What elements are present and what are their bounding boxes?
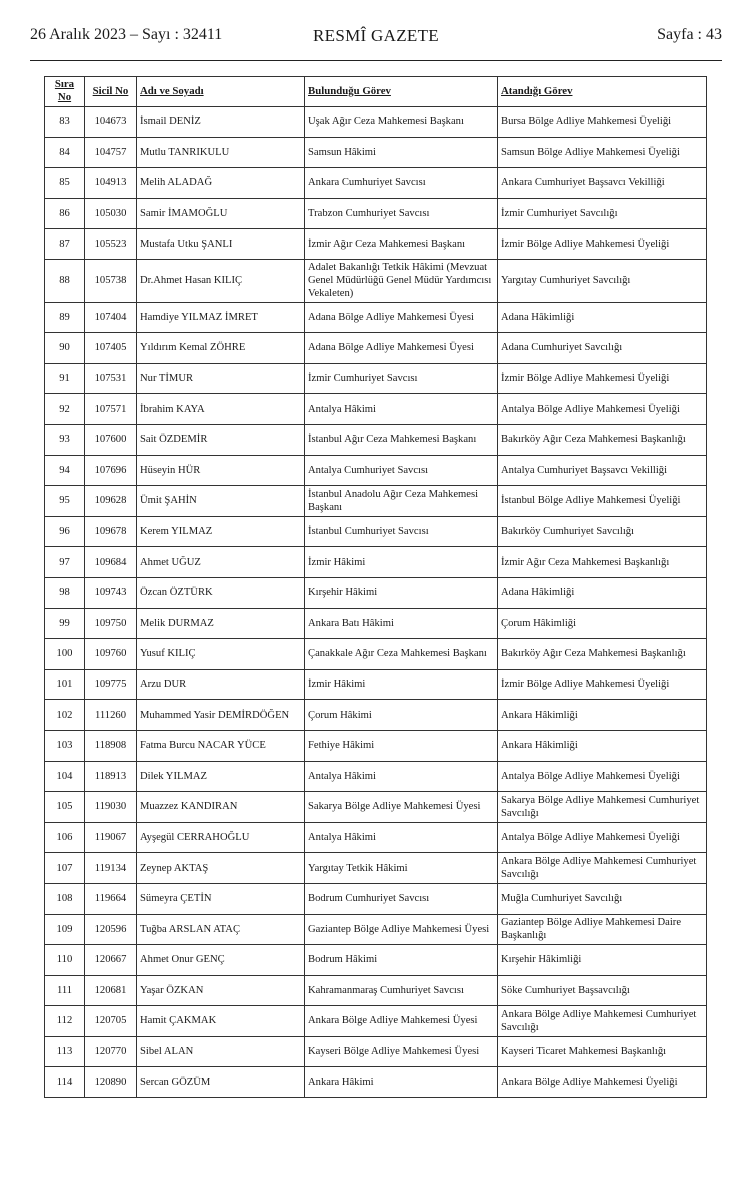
row-current-post: Ankara Batı Hâkimi <box>305 608 498 639</box>
row-name: Kerem YILMAZ <box>137 516 305 547</box>
row-current-post: Adana Bölge Adliye Mahkemesi Üyesi <box>305 333 498 364</box>
column-header-sicil: Sicil No <box>85 77 137 107</box>
row-sicil: 105738 <box>85 259 137 302</box>
table-row <box>45 547 707 578</box>
row-sicil: 119664 <box>85 883 137 914</box>
row-number: 106 <box>45 822 85 853</box>
row-current-post: Trabzon Cumhuriyet Savcısı <box>305 198 498 229</box>
row-current-post: Çanakkale Ağır Ceza Mahkemesi Başkanı <box>305 639 498 670</box>
row-number: 88 <box>45 259 85 302</box>
row-sicil: 105030 <box>85 198 137 229</box>
row-number: 86 <box>45 198 85 229</box>
row-number: 105 <box>45 792 85 823</box>
table-row <box>45 333 707 364</box>
row-current-post: İzmir Hâkimi <box>305 669 498 700</box>
row-sicil: 107571 <box>85 394 137 425</box>
row-sicil: 109678 <box>85 516 137 547</box>
row-number: 89 <box>45 302 85 333</box>
row-assigned-post: İstanbul Bölge Adliye Mahkemesi Üyeliği <box>498 486 707 517</box>
row-number: 107 <box>45 853 85 884</box>
row-sicil: 120705 <box>85 1006 137 1037</box>
row-assigned-post: İzmir Ağır Ceza Mahkemesi Başkanlığı <box>498 547 707 578</box>
table-header-row <box>45 77 707 107</box>
table-row <box>45 486 707 517</box>
row-sicil: 109628 <box>85 486 137 517</box>
row-name: Sercan GÖZÜM <box>137 1067 305 1098</box>
row-name: Muazzez KANDIRAN <box>137 792 305 823</box>
row-assigned-post: Antalya Bölge Adliye Mahkemesi Üyeliği <box>498 761 707 792</box>
row-assigned-post: Ankara Bölge Adliye Mahkemesi Cumhuriyet Savcılığı <box>498 853 707 884</box>
row-sicil: 107600 <box>85 425 137 456</box>
row-sicil: 104673 <box>85 106 137 137</box>
row-name: Sibel ALAN <box>137 1036 305 1067</box>
row-assigned-post: Ankara Bölge Adliye Mahkemesi Üyeliği <box>498 1067 707 1098</box>
row-assigned-post: Kırşehir Hâkimliği <box>498 945 707 976</box>
row-name: Fatma Burcu NACAR YÜCE <box>137 730 305 761</box>
row-sicil: 107696 <box>85 455 137 486</box>
row-name: Özcan ÖZTÜRK <box>137 577 305 608</box>
row-sicil: 104913 <box>85 168 137 199</box>
table-row <box>45 792 707 823</box>
row-number: 93 <box>45 425 85 456</box>
row-name: Sait ÖZDEMİR <box>137 425 305 456</box>
row-assigned-post: Adana Hâkimliği <box>498 302 707 333</box>
table-row <box>45 975 707 1006</box>
row-name: Ümit ŞAHİN <box>137 486 305 517</box>
table-row <box>45 1036 707 1067</box>
row-assigned-post: İzmir Cumhuriyet Savcılığı <box>498 198 707 229</box>
row-number: 83 <box>45 106 85 137</box>
row-sicil: 107531 <box>85 363 137 394</box>
row-current-post: İstanbul Ağır Ceza Mahkemesi Başkanı <box>305 425 498 456</box>
row-assigned-post: Sakarya Bölge Adliye Mahkemesi Cumhuriyet Savcılığı <box>498 792 707 823</box>
row-assigned-post: Muğla Cumhuriyet Savcılığı <box>498 883 707 914</box>
table-row <box>45 577 707 608</box>
row-number: 87 <box>45 229 85 260</box>
row-number: 92 <box>45 394 85 425</box>
row-assigned-post: Ankara Hâkimliği <box>498 730 707 761</box>
row-name: İbrahim KAYA <box>137 394 305 425</box>
row-current-post: Adana Bölge Adliye Mahkemesi Üyesi <box>305 302 498 333</box>
row-sicil: 120770 <box>85 1036 137 1067</box>
row-assigned-post: Samsun Bölge Adliye Mahkemesi Üyeliği <box>498 137 707 168</box>
row-current-post: Samsun Hâkimi <box>305 137 498 168</box>
row-sicil: 109750 <box>85 608 137 639</box>
table-row <box>45 639 707 670</box>
row-assigned-post: Bakırköy Ağır Ceza Mahkemesi Başkanlığı <box>498 639 707 670</box>
row-name: Muhammed Yasir DEMİRDÖĞEN <box>137 700 305 731</box>
table-row <box>45 106 707 137</box>
row-sicil: 118908 <box>85 730 137 761</box>
row-sicil: 107404 <box>85 302 137 333</box>
table-row <box>45 914 707 945</box>
row-current-post: İstanbul Anadolu Ağır Ceza Mahkemesi Başkanı <box>305 486 498 517</box>
row-current-post: Ankara Bölge Adliye Mahkemesi Üyesi <box>305 1006 498 1037</box>
gazette-title: RESMÎ GAZETE <box>313 26 439 45</box>
row-sicil: 107405 <box>85 333 137 364</box>
row-assigned-post: Bakırköy Ağır Ceza Mahkemesi Başkanlığı <box>498 425 707 456</box>
row-number: 85 <box>45 168 85 199</box>
row-assigned-post: Antalya Bölge Adliye Mahkemesi Üyeliği <box>498 822 707 853</box>
row-assigned-post: Ankara Hâkimliği <box>498 700 707 731</box>
row-current-post: Antalya Hâkimi <box>305 761 498 792</box>
row-number: 96 <box>45 516 85 547</box>
row-number: 101 <box>45 669 85 700</box>
row-assigned-post: Bakırköy Cumhuriyet Savcılığı <box>498 516 707 547</box>
row-number: 90 <box>45 333 85 364</box>
row-number: 102 <box>45 700 85 731</box>
row-name: Ahmet Onur GENÇ <box>137 945 305 976</box>
row-number: 112 <box>45 1006 85 1037</box>
row-current-post: İstanbul Cumhuriyet Savcısı <box>305 516 498 547</box>
row-assigned-post: İzmir Bölge Adliye Mahkemesi Üyeliği <box>498 229 707 260</box>
row-sicil: 120681 <box>85 975 137 1006</box>
row-assigned-post: Çorum Hâkimliği <box>498 608 707 639</box>
column-header-current: Bulunduğu Görev <box>305 77 498 107</box>
row-assigned-post: Ankara Cumhuriyet Başsavcı Vekilliği <box>498 168 707 199</box>
row-assigned-post: Antalya Bölge Adliye Mahkemesi Üyeliği <box>498 394 707 425</box>
page-number: Sayfa : 43 <box>657 26 722 43</box>
row-current-post: Bodrum Cumhuriyet Savcısı <box>305 883 498 914</box>
row-current-post: Uşak Ağır Ceza Mahkemesi Başkanı <box>305 106 498 137</box>
table-row <box>45 168 707 199</box>
row-number: 84 <box>45 137 85 168</box>
table-row <box>45 608 707 639</box>
appointment-table <box>44 76 707 1098</box>
row-assigned-post: İzmir Bölge Adliye Mahkemesi Üyeliği <box>498 363 707 394</box>
row-name: Melih ALADAĞ <box>137 168 305 199</box>
table-row <box>45 229 707 260</box>
row-name: Yaşar ÖZKAN <box>137 975 305 1006</box>
row-number: 103 <box>45 730 85 761</box>
row-current-post: Ankara Hâkimi <box>305 1067 498 1098</box>
row-name: Zeynep AKTAŞ <box>137 853 305 884</box>
row-name: Samir İMAMOĞLU <box>137 198 305 229</box>
row-assigned-post: Bursa Bölge Adliye Mahkemesi Üyeliği <box>498 106 707 137</box>
issue-date-number: 26 Aralık 2023 – Sayı : 32411 <box>30 26 223 43</box>
table-row <box>45 394 707 425</box>
row-number: 95 <box>45 486 85 517</box>
row-sicil: 119030 <box>85 792 137 823</box>
row-name: Melik DURMAZ <box>137 608 305 639</box>
table-row <box>45 198 707 229</box>
row-sicil: 109775 <box>85 669 137 700</box>
header-rule <box>30 60 722 61</box>
row-current-post: Antalya Hâkimi <box>305 822 498 853</box>
page-header <box>30 22 722 52</box>
row-current-post: Gaziantep Bölge Adliye Mahkemesi Üyesi <box>305 914 498 945</box>
row-sicil: 120667 <box>85 945 137 976</box>
row-number: 99 <box>45 608 85 639</box>
row-name: Yıldırım Kemal ZÖHRE <box>137 333 305 364</box>
row-name: Yusuf KILIÇ <box>137 639 305 670</box>
table-row <box>45 1067 707 1098</box>
row-number: 110 <box>45 945 85 976</box>
row-name: Dr.Ahmet Hasan KILIÇ <box>137 259 305 302</box>
row-sicil: 109760 <box>85 639 137 670</box>
row-current-post: Kırşehir Hâkimi <box>305 577 498 608</box>
row-assigned-post: Adana Cumhuriyet Savcılığı <box>498 333 707 364</box>
row-current-post: İzmir Ağır Ceza Mahkemesi Başkanı <box>305 229 498 260</box>
row-name: Dilek YILMAZ <box>137 761 305 792</box>
table-row <box>45 137 707 168</box>
table-row <box>45 669 707 700</box>
row-current-post: Kayseri Bölge Adliye Mahkemesi Üyesi <box>305 1036 498 1067</box>
row-current-post: Sakarya Bölge Adliye Mahkemesi Üyesi <box>305 792 498 823</box>
table-row <box>45 853 707 884</box>
row-assigned-post: İzmir Bölge Adliye Mahkemesi Üyeliği <box>498 669 707 700</box>
row-number: 94 <box>45 455 85 486</box>
table-row <box>45 425 707 456</box>
row-assigned-post: Yargıtay Cumhuriyet Savcılığı <box>498 259 707 302</box>
table-body <box>45 106 707 1097</box>
row-number: 104 <box>45 761 85 792</box>
table-row <box>45 761 707 792</box>
table-row <box>45 363 707 394</box>
row-current-post: Kahramanmaraş Cumhuriyet Savcısı <box>305 975 498 1006</box>
row-sicil: 105523 <box>85 229 137 260</box>
row-sicil: 111260 <box>85 700 137 731</box>
row-sicil: 119067 <box>85 822 137 853</box>
row-number: 108 <box>45 883 85 914</box>
table-row <box>45 822 707 853</box>
row-sicil: 120890 <box>85 1067 137 1098</box>
row-name: Ayşegül CERRAHOĞLU <box>137 822 305 853</box>
row-assigned-post: Adana Hâkimliği <box>498 577 707 608</box>
row-number: 97 <box>45 547 85 578</box>
row-number: 98 <box>45 577 85 608</box>
column-header-assigned: Atandığı Görev <box>498 77 707 107</box>
row-current-post: Çorum Hâkimi <box>305 700 498 731</box>
row-number: 113 <box>45 1036 85 1067</box>
row-number: 91 <box>45 363 85 394</box>
table-row <box>45 700 707 731</box>
row-sicil: 118913 <box>85 761 137 792</box>
row-name: Ahmet UĞUZ <box>137 547 305 578</box>
row-number: 111 <box>45 975 85 1006</box>
row-current-post: Fethiye Hâkimi <box>305 730 498 761</box>
row-name: Mutlu TANRIKULU <box>137 137 305 168</box>
table-row <box>45 1006 707 1037</box>
row-sicil: 104757 <box>85 137 137 168</box>
table-row <box>45 455 707 486</box>
table-row <box>45 259 707 302</box>
row-assigned-post: Söke Cumhuriyet Başsavcılığı <box>498 975 707 1006</box>
row-assigned-post: Kayseri Ticaret Mahkemesi Başkanlığı <box>498 1036 707 1067</box>
table-row <box>45 883 707 914</box>
row-sicil: 119134 <box>85 853 137 884</box>
column-header-no: Sıra No <box>45 77 85 107</box>
row-name: İsmail DENİZ <box>137 106 305 137</box>
table-row <box>45 516 707 547</box>
table-row <box>45 302 707 333</box>
row-name: Hamit ÇAKMAK <box>137 1006 305 1037</box>
row-assigned-post: Antalya Cumhuriyet Başsavcı Vekilliği <box>498 455 707 486</box>
row-name: Nur TİMUR <box>137 363 305 394</box>
row-number: 109 <box>45 914 85 945</box>
row-current-post: İzmir Hâkimi <box>305 547 498 578</box>
row-name: Hamdiye YILMAZ İMRET <box>137 302 305 333</box>
row-assigned-post: Gaziantep Bölge Adliye Mahkemesi Daire Başkanlığı <box>498 914 707 945</box>
row-sicil: 109684 <box>85 547 137 578</box>
row-name: Sümeyra ÇETİN <box>137 883 305 914</box>
row-sicil: 120596 <box>85 914 137 945</box>
row-current-post: Yargıtay Tetkik Hâkimi <box>305 853 498 884</box>
row-current-post: Antalya Cumhuriyet Savcısı <box>305 455 498 486</box>
column-header-name: Adı ve Soyadı <box>137 77 305 107</box>
row-current-post: Antalya Hâkimi <box>305 394 498 425</box>
row-current-post: Bodrum Hâkimi <box>305 945 498 976</box>
row-assigned-post: Ankara Bölge Adliye Mahkemesi Cumhuriyet Savcılığı <box>498 1006 707 1037</box>
row-name: Arzu DUR <box>137 669 305 700</box>
table-row <box>45 730 707 761</box>
row-name: Hüseyin HÜR <box>137 455 305 486</box>
row-current-post: İzmir Cumhuriyet Savcısı <box>305 363 498 394</box>
row-name: Mustafa Utku ŞANLI <box>137 229 305 260</box>
row-number: 100 <box>45 639 85 670</box>
table-row <box>45 945 707 976</box>
row-sicil: 109743 <box>85 577 137 608</box>
row-name: Tuğba ARSLAN ATAÇ <box>137 914 305 945</box>
row-number: 114 <box>45 1067 85 1098</box>
row-current-post: Adalet Bakanlığı Tetkik Hâkimi (Mevzuat Genel Müdürlüğü Genel Müdür Yardımcısı Vekaleten) <box>305 259 498 302</box>
row-current-post: Ankara Cumhuriyet Savcısı <box>305 168 498 199</box>
